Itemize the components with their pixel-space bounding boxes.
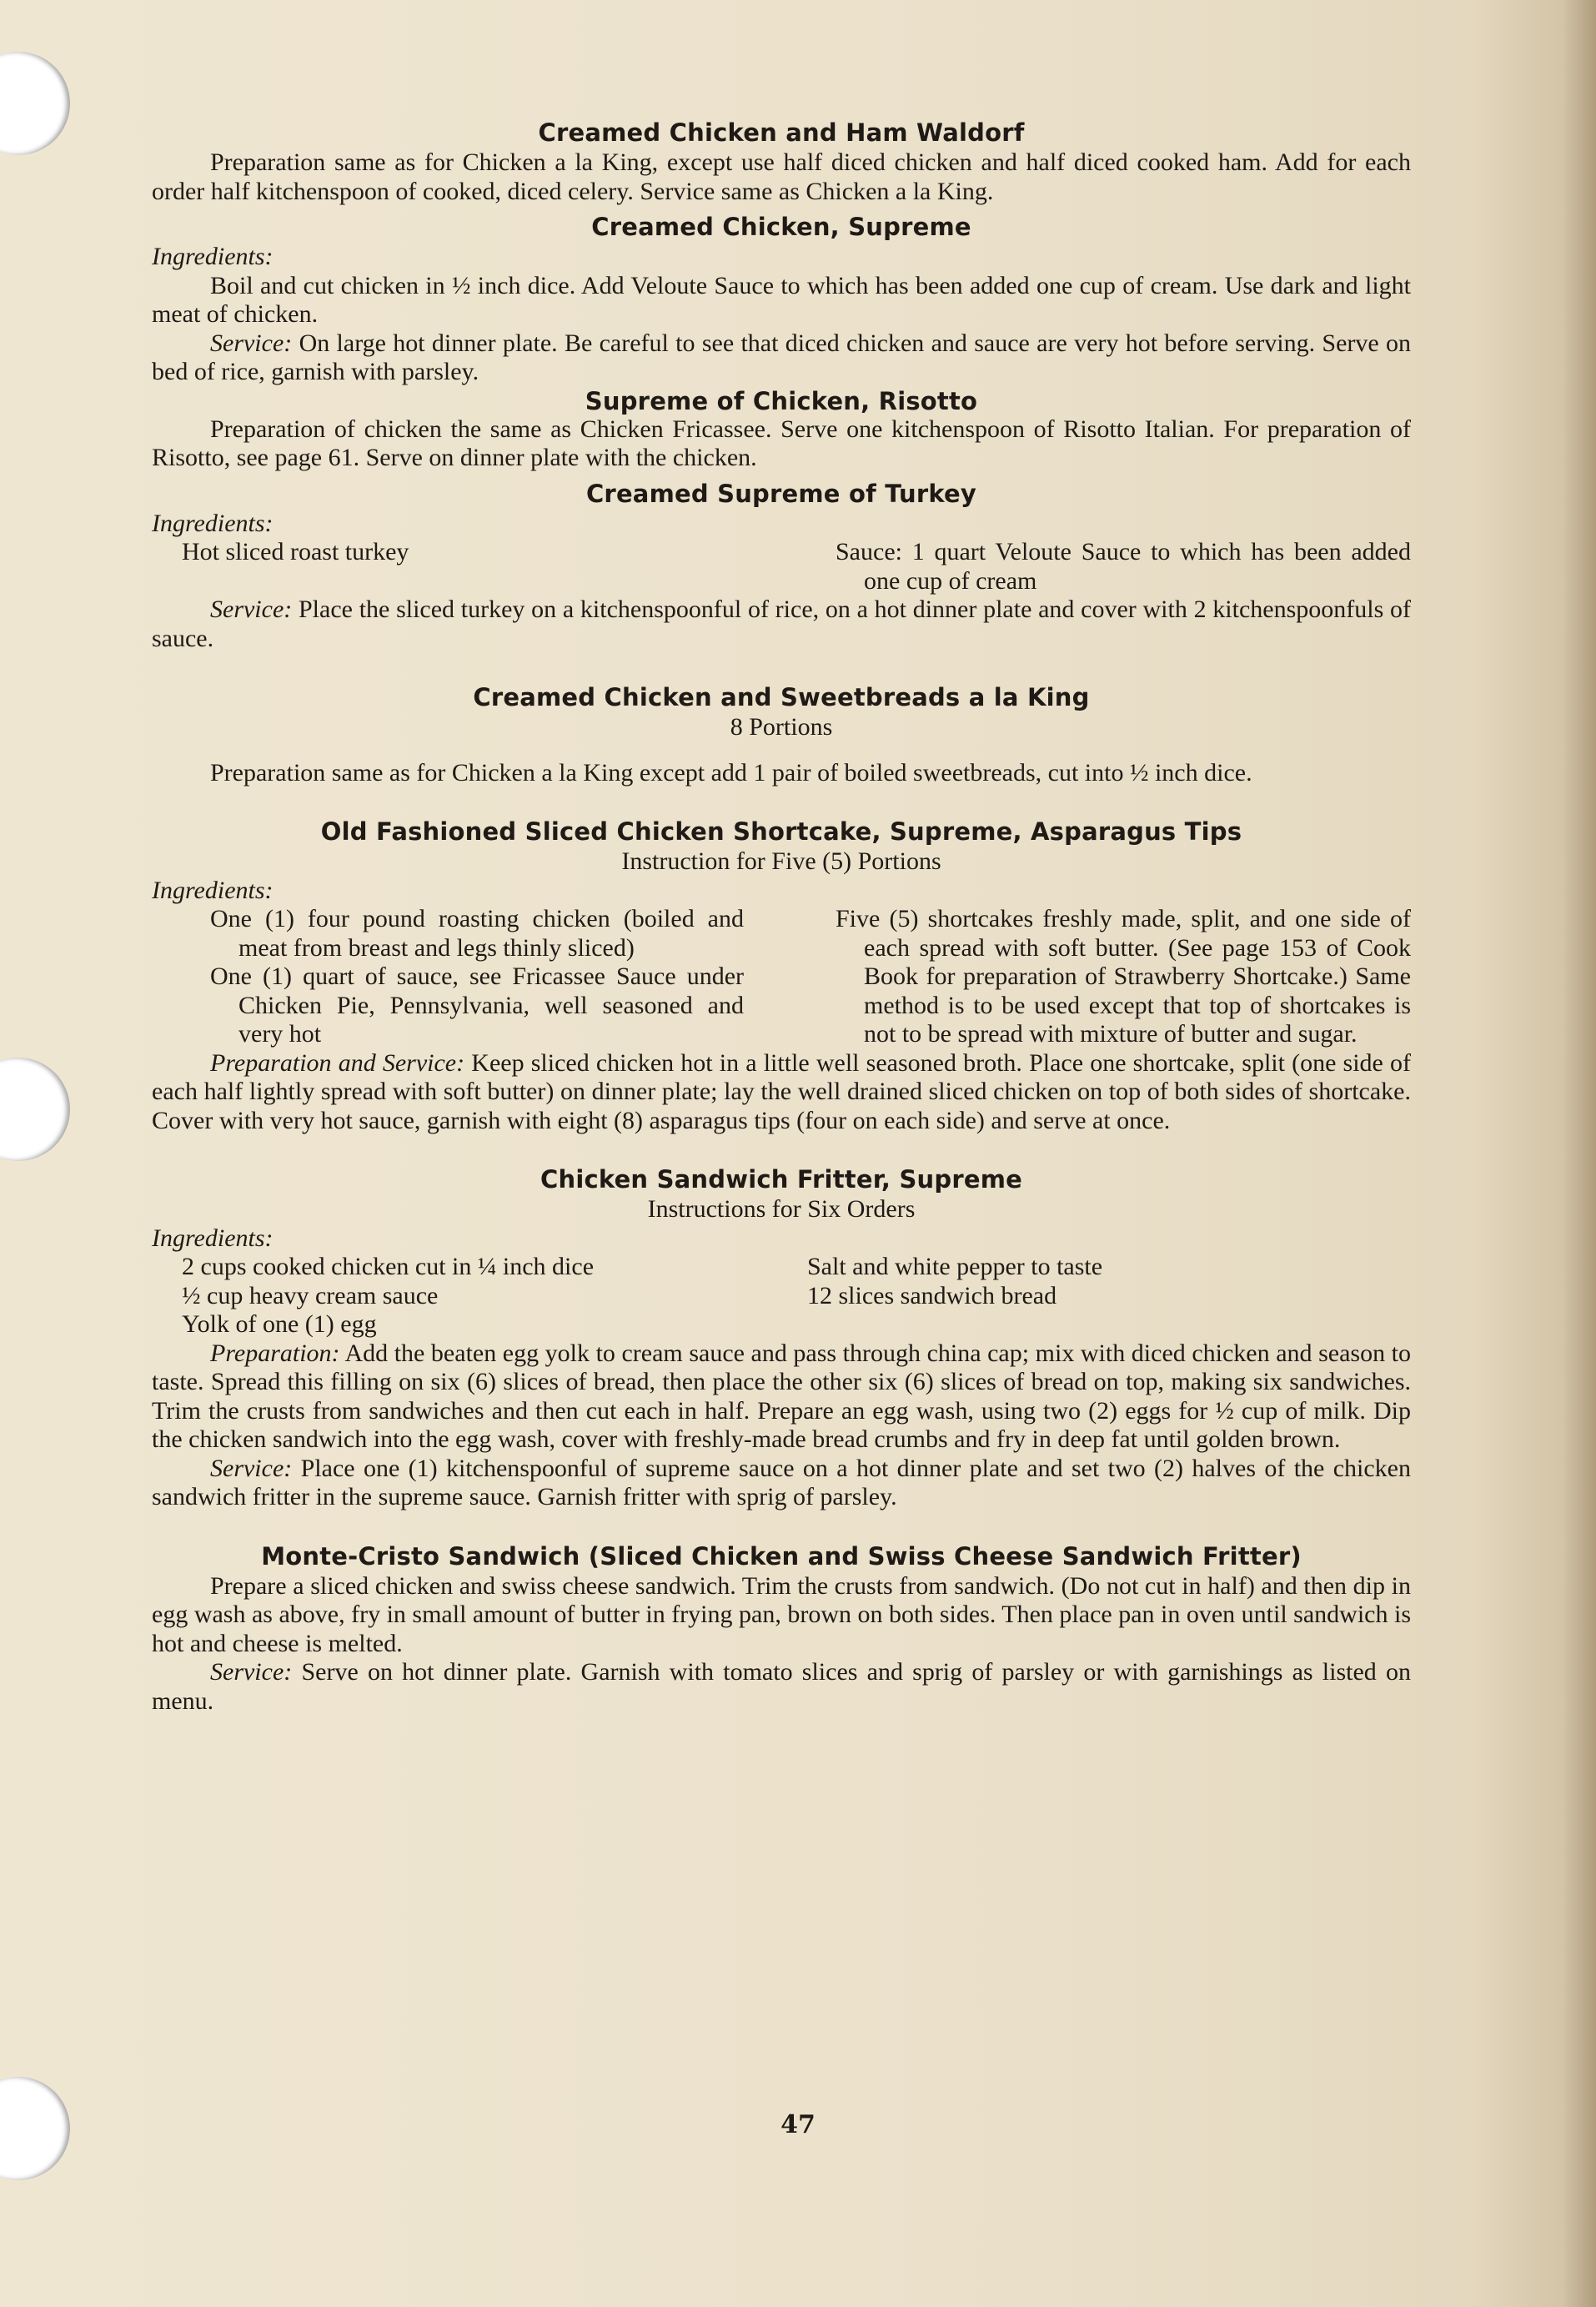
- recipe-text: Prepare a sliced chicken and swiss cheese sandwich. Trim the crusts from sandwich. (Do not cut in half) and then dip in egg wash as above, fry in small amount of butter in frying pan, brown on both sides. Then place pan in oven until sandwich is hot and cheese is melted.: [152, 1571, 1411, 1657]
- recipe-subtitle: 8 Portions: [730, 713, 833, 741]
- ingredients-label: Ingredients:: [152, 1224, 274, 1252]
- service-text: Place one (1) kitchenspoonful of supreme sauce on a hot dinner plate and set two (2) halves of the chicken sandwich fritter in the supreme sauce. Garnish fritter with sprig of parsley.: [152, 1454, 1411, 1510]
- recipe-title: Creamed Chicken and Sweetbreads a la King: [473, 683, 1090, 711]
- service-text: On large hot dinner plate. Be careful to see that diced chicken and sauce are very hot before serving. Serve on bed of rice, garnish with parsley.: [152, 329, 1411, 385]
- recipe-subtitle: Instructions for Six Orders: [647, 1195, 916, 1223]
- service-label: Service:: [210, 596, 293, 623]
- recipe-chicken-sandwich-fritter: [152, 1164, 1411, 1512]
- ingredients-right: [807, 1253, 1411, 1339]
- recipe-text: Boil and cut chicken in ½ inch dice. Add Veloute Sauce to which has been added one cup of cream. Use dark and light meat of chicken.: [152, 271, 1411, 328]
- recipe-creamed-chicken-supreme: [152, 211, 1411, 387]
- service-paragraph: [152, 329, 1411, 387]
- preparation-paragraph: [152, 1049, 1411, 1136]
- ingredients-columns: [152, 905, 1411, 1049]
- spacer: [152, 787, 1411, 816]
- recipe-text: Preparation of chicken the same as Chicken Fricassee. Serve one kitchenspoon of Risotto Italian. For preparation of Risotto, see page 61. Serve on dinner plate with the chicken.: [152, 415, 1411, 471]
- ingredients-right: [836, 905, 1411, 1049]
- recipe-title: Creamed Chicken, Supreme: [591, 213, 971, 241]
- recipe-title: Creamed Chicken and Ham Waldorf: [538, 118, 1025, 147]
- service-label: Service:: [210, 1658, 293, 1686]
- service-paragraph: [152, 1455, 1411, 1512]
- ingredient-item: 2 cups cooked chicken cut in ¼ inch dice: [182, 1253, 595, 1280]
- recipe-content: [152, 117, 1411, 1716]
- ingredients-left: [152, 1253, 744, 1339]
- recipe-chicken-shortcake: [152, 816, 1411, 1135]
- ingredients-columns: [152, 1253, 1411, 1339]
- preparation-paragraph: [152, 1339, 1411, 1455]
- ingredient-item: One (1) four pound roasting chicken (boiled and meat from breast and legs thinly sliced): [210, 905, 744, 962]
- recipe-creamed-chicken-sweetbreads: [152, 681, 1411, 787]
- service-label: Service:: [210, 329, 293, 357]
- service-text: Serve on hot dinner plate. Garnish with tomato slices and sprig of parsley or with garnishings as listed on menu.: [152, 1658, 1411, 1715]
- recipe-text: Preparation same as for Chicken a la King except add 1 pair of boiled sweetbreads, cut into ½ inch dice.: [210, 758, 1252, 787]
- ingredients-label: Ingredients:: [152, 243, 274, 270]
- ingredient-item: 12 slices sandwich bread: [807, 1281, 1057, 1309]
- recipe-supreme-chicken-risotto: [152, 387, 1411, 473]
- spacer: [152, 653, 1411, 681]
- ingredients-left: [152, 905, 744, 1049]
- page-edge-shadow: [1563, 0, 1596, 2307]
- ingredients-right: [836, 538, 1411, 596]
- recipe-title: Monte-Cristo Sandwich (Sliced Chicken and Swiss Cheese Sandwich Fritter): [261, 1541, 1302, 1571]
- binder-hole-top: [0, 52, 70, 155]
- recipe-title: Creamed Supreme of Turkey: [585, 479, 977, 508]
- binder-hole-middle: [0, 1058, 70, 1161]
- ingredient-item: Hot sliced roast turkey: [182, 538, 409, 565]
- service-paragraph: [152, 1658, 1411, 1716]
- recipe-title: Old Fashioned Sliced Chicken Shortcake, Supreme, Asparagus Tips: [320, 817, 1242, 846]
- service-text: Place the sliced turkey on a kitchenspoonful of rice, on a hot dinner plate and cover with 2 kitchenspoonfuls of sauce.: [152, 596, 1412, 652]
- recipe-creamed-supreme-turkey: [152, 478, 1411, 654]
- spacer: [152, 1512, 1411, 1541]
- ingredients-left: [152, 538, 744, 596]
- ingredients-label: Ingredients:: [152, 876, 274, 904]
- ingredient-item: ½ cup heavy cream sauce: [182, 1281, 439, 1309]
- service-paragraph: [152, 596, 1411, 653]
- ingredients-columns: [152, 538, 1411, 596]
- preparation-text: Add the beaten egg yolk to cream sauce and pass through china cap; mix with diced chicken and season to taste. Spread this filling on six (6) slices of bread, then place the other six (6) slices of bread on top, making six sandwiches. Trim the crusts from sandwiches and then cut each in half. Prepare an egg wash, using two (2) eggs for ½ cup of milk. Dip the chicken sandwich into the egg wash, cover with freshly-made bread crumbs and fry in deep fat until golden brown.: [152, 1339, 1411, 1453]
- preparation-text: Keep sliced chicken hot in a little well seasoned broth. Place one shortcake, split (one side of each half lightly spread with soft butter) on dinner plate; lay the well drained sliced chicken on top of both sides of shortcake. Cover with very hot sauce, garnish with eight (8) asparagus tips (four on each side) and serve at once.: [152, 1048, 1412, 1134]
- ingredient-item: Five (5) shortcakes freshly made, split, and one side of each spread with soft butter. (See page 153 of Cook Book for preparation of Strawberry Shortcake.) Same method is to be used except that top of shortcakes is not to be spread with mixture of butter and sugar.: [836, 905, 1411, 1048]
- page-number: 47: [780, 2110, 816, 2139]
- ingredient-item: Yolk of one (1) egg: [182, 1310, 377, 1338]
- spacer: [152, 1135, 1411, 1164]
- recipe-title: Supreme of Chicken, Risotto: [585, 386, 978, 415]
- recipe-creamed-chicken-ham-waldorf: [152, 117, 1411, 206]
- spacer: [152, 742, 1411, 759]
- ingredient-item: One (1) quart of sauce, see Fricassee Sauce under Chicken Pie, Pennsylvania, well seasoned and very hot: [210, 963, 744, 1048]
- ingredient-item: Sauce: 1 quart Veloute Sauce to which has been added one cup of cream: [836, 538, 1411, 595]
- preparation-label: Preparation and Service:: [210, 1048, 465, 1077]
- recipe-subtitle: Instruction for Five (5) Portions: [621, 847, 941, 875]
- ingredients-label: Ingredients:: [152, 509, 274, 537]
- recipe-text: Preparation same as for Chicken a la King, except use half diced chicken and half diced cooked ham. Add for each order half kitchenspoon of cooked, diced celery. Service same as Chicken a la King.: [152, 148, 1411, 205]
- service-label: Service:: [210, 1454, 293, 1482]
- recipe-title: Chicken Sandwich Fritter, Supreme: [540, 1165, 1022, 1194]
- ingredient-item: Salt and white pepper to taste: [807, 1253, 1103, 1280]
- recipe-monte-cristo-sandwich: [152, 1541, 1411, 1716]
- preparation-label: Preparation:: [210, 1339, 340, 1367]
